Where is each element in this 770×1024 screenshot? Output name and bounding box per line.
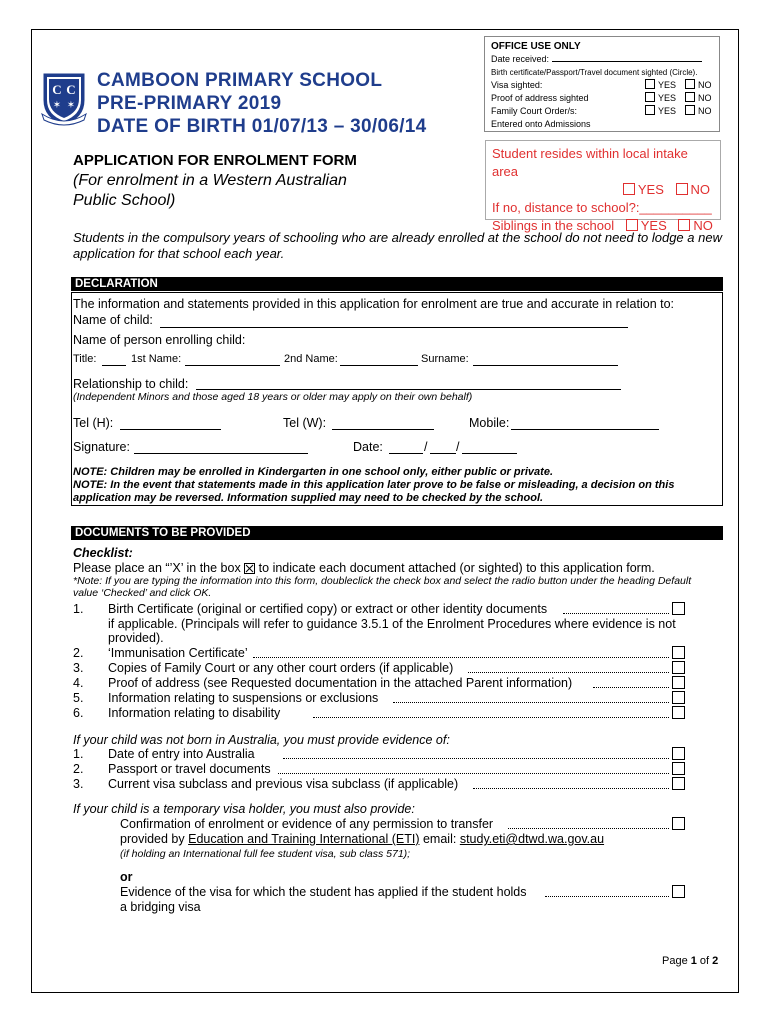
surname-label: Surname: — [421, 353, 469, 365]
document-row — [73, 646, 685, 661]
intake-no-checkbox[interactable] — [676, 183, 688, 195]
typing-note: *Note: If you are typing the information into this form, doubleclick the check box and select the radio button under the heading Default value ‘Checked’ and click OK. — [73, 575, 692, 599]
bridging-visa-label: a bridging visa — [120, 900, 201, 914]
documents-heading: DOCUMENTS TO BE PROVIDED — [71, 526, 723, 540]
date-received-label: Date received: — [491, 54, 550, 64]
item-label: Information relating to suspensions or exclusions — [108, 691, 379, 705]
eti-email-link[interactable]: study.eti@dtwd.wa.gov.au — [459, 832, 605, 846]
item-number: 1. — [73, 602, 84, 616]
checkbox[interactable] — [645, 92, 655, 102]
item-number: 6. — [73, 706, 84, 720]
svg-text:C: C — [66, 82, 76, 97]
date-month-field[interactable] — [430, 453, 456, 454]
tel-w-label: Tel (W): — [283, 416, 327, 430]
office-row-address: Proof of address sighted YES NO — [491, 93, 712, 103]
date-sep: / — [456, 440, 460, 454]
eti-link[interactable]: Education and Training International (ETI) — [188, 832, 420, 846]
person-enrolling-label: Name of person enrolling child: — [73, 333, 246, 347]
document-row — [73, 691, 685, 706]
item-number: 2. — [73, 646, 84, 660]
office-title: OFFICE USE ONLY — [491, 41, 581, 52]
dob-range: DATE OF BIRTH 01/07/13 – 30/06/14 — [97, 116, 427, 137]
mobile-field[interactable] — [511, 429, 659, 430]
item-label: ‘Immunisation Certificate’ — [108, 646, 248, 660]
dot-leader — [473, 788, 669, 789]
form-title: APPLICATION FOR ENROLMENT FORM — [73, 152, 357, 169]
first-name-field[interactable] — [185, 365, 280, 366]
item-number: 5. — [73, 691, 84, 705]
dot-leader — [593, 687, 669, 688]
intake-box: Student resides within local intake area YES NO If no, distance to school?:__________ Siblings in the school YES NO — [485, 140, 721, 220]
item-label: Passport or travel documents — [108, 762, 271, 776]
declaration-statement: The information and statements provided in this application for enrolment are true and accurate in relation to: — [73, 297, 675, 311]
evidence-checkbox[interactable] — [672, 762, 685, 775]
signature-label: Signature: — [73, 440, 130, 454]
evidence-checkbox[interactable] — [672, 885, 685, 898]
intake-distance[interactable]: If no, distance to school?:__________ — [492, 200, 712, 215]
second-name-label: 2nd Name: — [284, 353, 338, 365]
checkbox[interactable] — [645, 79, 655, 89]
item-label: Information relating to disability — [108, 706, 281, 720]
checkbox[interactable] — [685, 79, 695, 89]
evidence-checkbox[interactable] — [672, 747, 685, 760]
intro-text: Students in the compulsory years of schooling who are already enrolled at the school do not need to lodge a new application for that school each year. — [73, 230, 722, 261]
dot-leader — [283, 758, 669, 759]
document-checkbox[interactable] — [672, 706, 685, 719]
evidence-row: Evidence of the visa for which the student has applied if the student holds — [73, 885, 685, 900]
relationship-field[interactable] — [196, 389, 621, 390]
dot-leader — [313, 717, 669, 718]
office-row-visa: Visa sighted: YES NO — [491, 80, 712, 90]
item1-continuation: if applicable. (Principals will refer to guidance 3.5.1 of the Enrolment Procedures where evidence is not — [108, 617, 676, 631]
temp-visa-heading: If your child is a temporary visa holder, you must also provide: — [73, 802, 415, 816]
form-subtitle-2: Public School) — [73, 192, 176, 209]
document-row — [73, 661, 685, 676]
svg-text:✶: ✶ — [52, 100, 62, 111]
document-checkbox[interactable] — [672, 646, 685, 659]
intake-yes-checkbox[interactable] — [623, 183, 635, 195]
tel-h-field[interactable] — [120, 429, 221, 430]
signature-field[interactable] — [134, 453, 308, 454]
doc-sighted-label: Birth certificate/Passport/Travel document sighted (Circle). — [491, 68, 698, 77]
relationship-label: Relationship to child: — [73, 377, 189, 391]
office-use-box — [484, 36, 720, 132]
checklist-instruction: Please place an “’X’ in the box to indicate each document attached (or sighted) to this application form. — [73, 561, 655, 575]
date-sep: / — [424, 440, 428, 454]
document-row — [73, 602, 685, 617]
document-row — [73, 706, 685, 721]
note-kindergarten: NOTE: Children may be enrolled in Kindergarten in one school only, either public or private. — [73, 466, 553, 478]
declaration-heading: DECLARATION — [71, 277, 723, 291]
dot-leader — [278, 773, 669, 774]
date-day-field[interactable] — [389, 453, 423, 454]
document-row — [73, 676, 685, 691]
independent-note: (Independent Minors and those aged 18 years or older may apply on their own behalf) — [73, 391, 473, 403]
title-label: Title: — [73, 353, 97, 365]
tel-w-field[interactable] — [332, 429, 434, 430]
dot-leader — [563, 613, 669, 614]
title-field[interactable] — [102, 365, 126, 366]
first-name-label: 1st Name: — [131, 353, 182, 365]
school-name: CAMBOON PRIMARY SCHOOL — [97, 70, 383, 91]
document-checkbox[interactable] — [672, 602, 685, 615]
page-number: Page 1 of 2 — [662, 955, 719, 967]
item1-continuation: provided). — [108, 631, 164, 645]
date-received-line[interactable] — [552, 61, 702, 62]
date-label: Date: — [353, 440, 383, 454]
evidence-row — [73, 762, 685, 777]
item-number: 3. — [73, 777, 84, 791]
item-label: Copies of Family Court or any other court orders (if applicable) — [108, 661, 454, 675]
item-label: Date of entry into Australia — [108, 747, 255, 761]
not-born-heading: If your child was not born in Australia, you must provide evidence of: — [73, 733, 450, 747]
mobile-label: Mobile: — [469, 416, 510, 430]
child-name-label: Name of child: — [73, 313, 153, 327]
tel-h-label: Tel (H): — [73, 416, 114, 430]
item-number: 2. — [73, 762, 84, 776]
provided-by-line: provided by Education and Training International (ETI) email: study.eti@dtwd.wa.gov.au — [120, 832, 605, 846]
svg-text:C: C — [52, 82, 62, 97]
form-subtitle-1: (For enrolment in a Western Australian — [73, 172, 347, 189]
program-title: PRE-PRIMARY 2019 — [97, 93, 282, 114]
evidence-checkbox[interactable] — [672, 777, 685, 790]
confirmation-row: Confirmation of enrolment or evidence of any permission to transfer — [73, 817, 685, 832]
item-number: 1. — [73, 747, 84, 761]
item-label: Birth Certificate (original or certified copy) or extract or other identity documents — [108, 602, 548, 616]
dot-leader — [393, 702, 669, 703]
checklist-label: Checklist: — [73, 546, 133, 560]
item-label: Current visa subclass and previous visa subclass (if applicable) — [108, 777, 459, 791]
intl-visa-note: (if holding an International full fee student visa, sub class 571); — [120, 848, 411, 860]
evidence-row — [73, 777, 685, 792]
siblings-label: Siblings in the school — [492, 218, 615, 233]
svg-text:✶: ✶ — [66, 100, 76, 111]
item-number: 4. — [73, 676, 84, 690]
item-number: 3. — [73, 661, 84, 675]
note-false-statements: NOTE: In the event that statements made in this application later prove to be false or misleading, a decision on this application may be reversed. Information supplied may need to be checked by the school. — [73, 479, 675, 504]
document-checkbox[interactable] — [672, 676, 685, 689]
dot-leader — [468, 672, 669, 673]
intake-line: Student resides within local intake area — [492, 146, 688, 179]
dot-leader — [253, 657, 669, 658]
office-row-court: Family Court Order/s: YES NO — [491, 106, 712, 116]
date-year-field[interactable] — [462, 453, 517, 454]
checkbox[interactable] — [685, 92, 695, 102]
document-checkbox[interactable] — [672, 661, 685, 674]
checkbox[interactable] — [685, 105, 695, 115]
item-label: Proof of address (see Requested documentation in the attached Parent information) — [108, 676, 573, 690]
example-checked-box-icon — [244, 563, 255, 574]
confirmation-checkbox[interactable] — [672, 817, 685, 830]
checkbox[interactable] — [645, 105, 655, 115]
school-crest-icon — [40, 70, 88, 126]
second-name-field[interactable] — [340, 365, 418, 366]
evidence-row — [73, 747, 685, 762]
document-checkbox[interactable] — [672, 691, 685, 704]
surname-field[interactable] — [473, 365, 618, 366]
or-label: or — [120, 870, 133, 884]
entered-admissions-label: Entered onto Admissions — [491, 119, 591, 129]
child-name-field[interactable] — [160, 327, 628, 328]
